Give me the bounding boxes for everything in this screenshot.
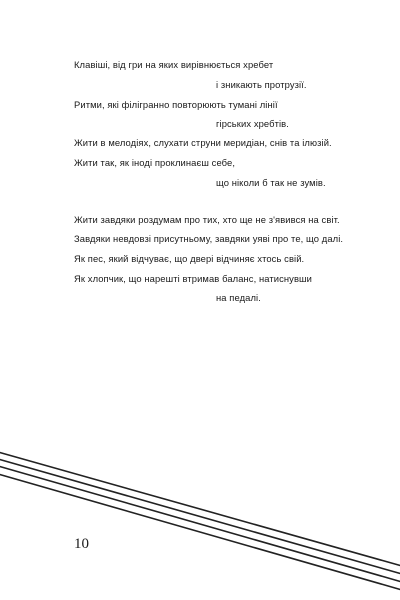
stripe-line [0,474,400,590]
poem-line: і зникають протрузії. [216,79,307,90]
poem-line: Жити завдяки роздумам про тих, хто ще не з'явився на світ. [74,214,340,225]
poem-line: на педалі. [216,292,261,303]
poem-line: що ніколи б так не зумів. [216,177,326,188]
page-number: 10 [74,536,89,552]
stripe-line [0,459,400,574]
poem-line: Завдяки невдовзі присутньому, завдяки уяві про те, що далі. [74,233,344,244]
poem-line: гірських хребтів. [216,118,289,129]
poem-line: Як хлопчик, що нарешті втримав баланс, натиснувши [74,273,313,284]
stripe-line [0,466,400,582]
poem-line: Ритми, які філігранно повторюють тумані лінії [74,99,278,110]
stripe-line [0,452,400,566]
poem-line: Клавіші, від гри на яких вирівнюється хребет [74,59,274,70]
poem-line: Як пес, який відчуває, що двері відчиняє хтось свій. [74,253,305,264]
poem-line: Жити в мелодіях, слухати струни меридіан, снів та ілюзій. [74,137,332,148]
poem-line: Жити так, як іноді проклинаєш себе, [74,157,236,168]
